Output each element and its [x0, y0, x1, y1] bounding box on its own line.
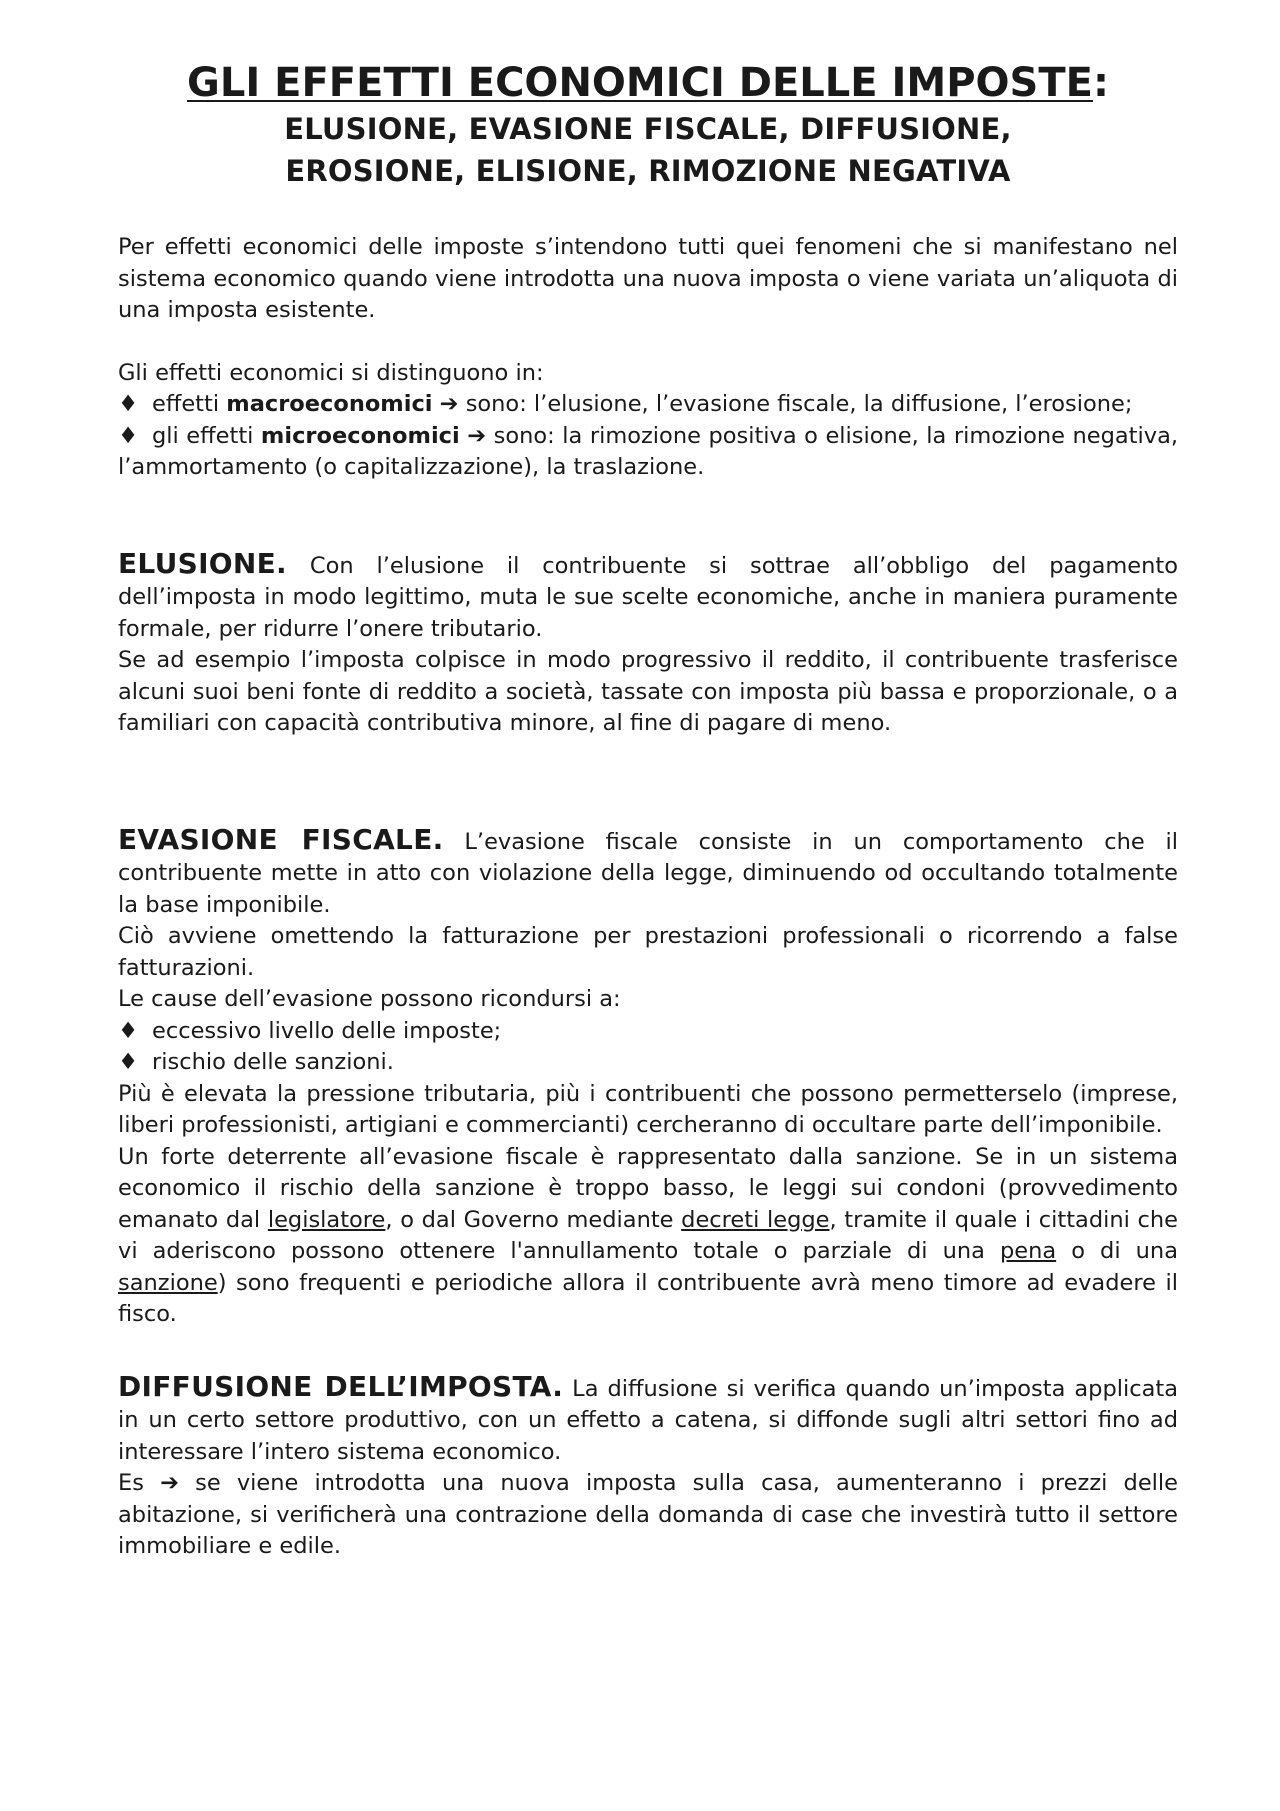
section-text: , o dal Governo mediante [385, 1206, 674, 1233]
section-text: , tramite il quale i cittadini che vi aderiscono possono ottenere l'annullamento totale o parziale di una [118, 1206, 1178, 1264]
section-text: Es [118, 1470, 144, 1496]
macroeconomici-term: macroeconomici [226, 391, 433, 417]
section-heading-evasione: EVASIONE FISCALE. [118, 822, 444, 856]
bullet-text: rischio delle sanzioni. [152, 1049, 394, 1075]
document-page [118, 58, 1178, 1563]
intro-bullet-micro [118, 421, 1178, 484]
diffusione-example [118, 1468, 1178, 1563]
link-pena[interactable]: pena [999, 1238, 1057, 1264]
section-text: L’evasione fiscale consiste in un comportamento che il contribuente mette in atto con violazione della legge, diminuendo od occultando totalmente la base imponibile. [118, 828, 1178, 918]
document-title-main: GLI EFFETTI ECONOMICI DELLE IMPOSTE [187, 60, 1093, 106]
bullet-text: eccessivo livello delle imposte; [152, 1017, 502, 1044]
section-text: Un forte deterrente all’evasione fiscale è rappresentato dalla sanzione. Se in un sistema economico il rischio della sanzione è troppo basso, le leggi sui condoni (provvedimento emanato dal [118, 1143, 1178, 1233]
title-colon: : [1092, 60, 1109, 106]
section-text: La diffusione si verifica quando un’imposta applicata in un certo settore produttivo, con un effetto a catena, si diffonde sugli altri settori fino ad interessare l’intero sistema economico. [118, 1375, 1178, 1465]
microeconomici-term: microeconomici [260, 422, 460, 449]
diamond-bullet-icon: ♦ [118, 1017, 139, 1044]
evasione-paragraph-5 [118, 1142, 1178, 1331]
evasione-causes-intro: Le cause dell’evasione possono ricondursi a: [118, 986, 621, 1012]
intro-paragraph: Per effetti economici delle imposte s’intendono tutti quei fenomeni che si manifestano nel sistema economico quando viene introdotta una nuova imposta o viene variata un’aliquota di una imposta esistente. [118, 234, 1178, 323]
section-elusione [118, 548, 1178, 646]
document-subtitle-line-1: ELUSIONE, EVASIONE FISCALE, DIFFUSIONE, [284, 112, 1012, 146]
section-text: se viene introdotta una nuova imposta sulla casa, aumenteranno i prezzi delle abitazione, si verificherà una contrazione della domanda di case che investirà tutto il settore immobiliare e edile. [118, 1470, 1179, 1559]
arrow-icon: ➔ [160, 1470, 179, 1496]
diamond-bullet-icon: ♦ [118, 422, 139, 449]
bullet-text: gli effetti [152, 422, 254, 449]
section-heading-elusione: ELUSIONE. [118, 546, 287, 580]
arrow-icon: ➔ [439, 391, 459, 417]
section-text: o di una [1071, 1238, 1178, 1264]
document-title [118, 58, 1178, 108]
section-evasione [118, 824, 1178, 922]
bullet-text: sono: l’elusione, l’evasione fiscale, la diffusione, l’erosione; [465, 391, 1133, 417]
elusione-example: Se ad esempio l’imposta colpisce in modo progressivo il reddito, il contribuente trasferisce alcuni suoi beni fonte di reddito a società, tassate con imposta più bassa e proporzionale, o a familiari con capacità contributiva minore, al fine di pagare di meno. [118, 647, 1178, 736]
section-text: Con l’elusione il contribuente si sottrae all’obbligo del pagamento dell’imposta in modo legittimo, muta le sue scelte economiche, anche in maniera puramente formale, per ridurre l’onere tributario. [118, 552, 1178, 642]
arrow-icon: ➔ [467, 422, 487, 449]
link-sanzione[interactable]: sanzione [118, 1269, 218, 1296]
evasione-cause-2 [118, 1047, 1178, 1079]
diamond-bullet-icon: ♦ [118, 391, 139, 417]
diamond-bullet-icon: ♦ [118, 1049, 139, 1075]
link-decreti-legge[interactable]: decreti legge [681, 1206, 830, 1233]
section-text: ) sono frequenti e periodiche allora il contribuente avrà meno timore ad evadere il fisco. [118, 1269, 1178, 1327]
evasione-paragraph-4: Più è elevata la pressione tributaria, più i contribuenti che possono permetterselo (imprese, liberi professionisti, artigiani e commercianti) cercheranno di occultare parte dell’imponibile. [118, 1080, 1178, 1138]
section-diffusione [118, 1371, 1178, 1469]
evasione-paragraph-2: Ciò avviene omettendo la fatturazione per prestazioni professionali o ricorrendo a false fatturazioni. [118, 923, 1178, 981]
section-heading-diffusione: DIFFUSIONE DELL’IMPOSTA. [118, 1369, 564, 1403]
intro-distinction: Gli effetti economici si distinguono in: [118, 359, 544, 386]
document-subtitle-line-2: EROSIONE, ELISIONE, RIMOZIONE NEGATIVA [285, 154, 1011, 188]
bullet-text: sono: la rimozione positiva o elisione, la rimozione negativa, l’ammortamento (o capitalizzazione), la traslazione. [118, 422, 1179, 480]
intro-bullet-macro [118, 389, 1178, 421]
link-legislatore[interactable]: legislatore [267, 1206, 386, 1233]
evasione-cause-1 [118, 1016, 1178, 1048]
bullet-text: effetti [152, 391, 220, 417]
